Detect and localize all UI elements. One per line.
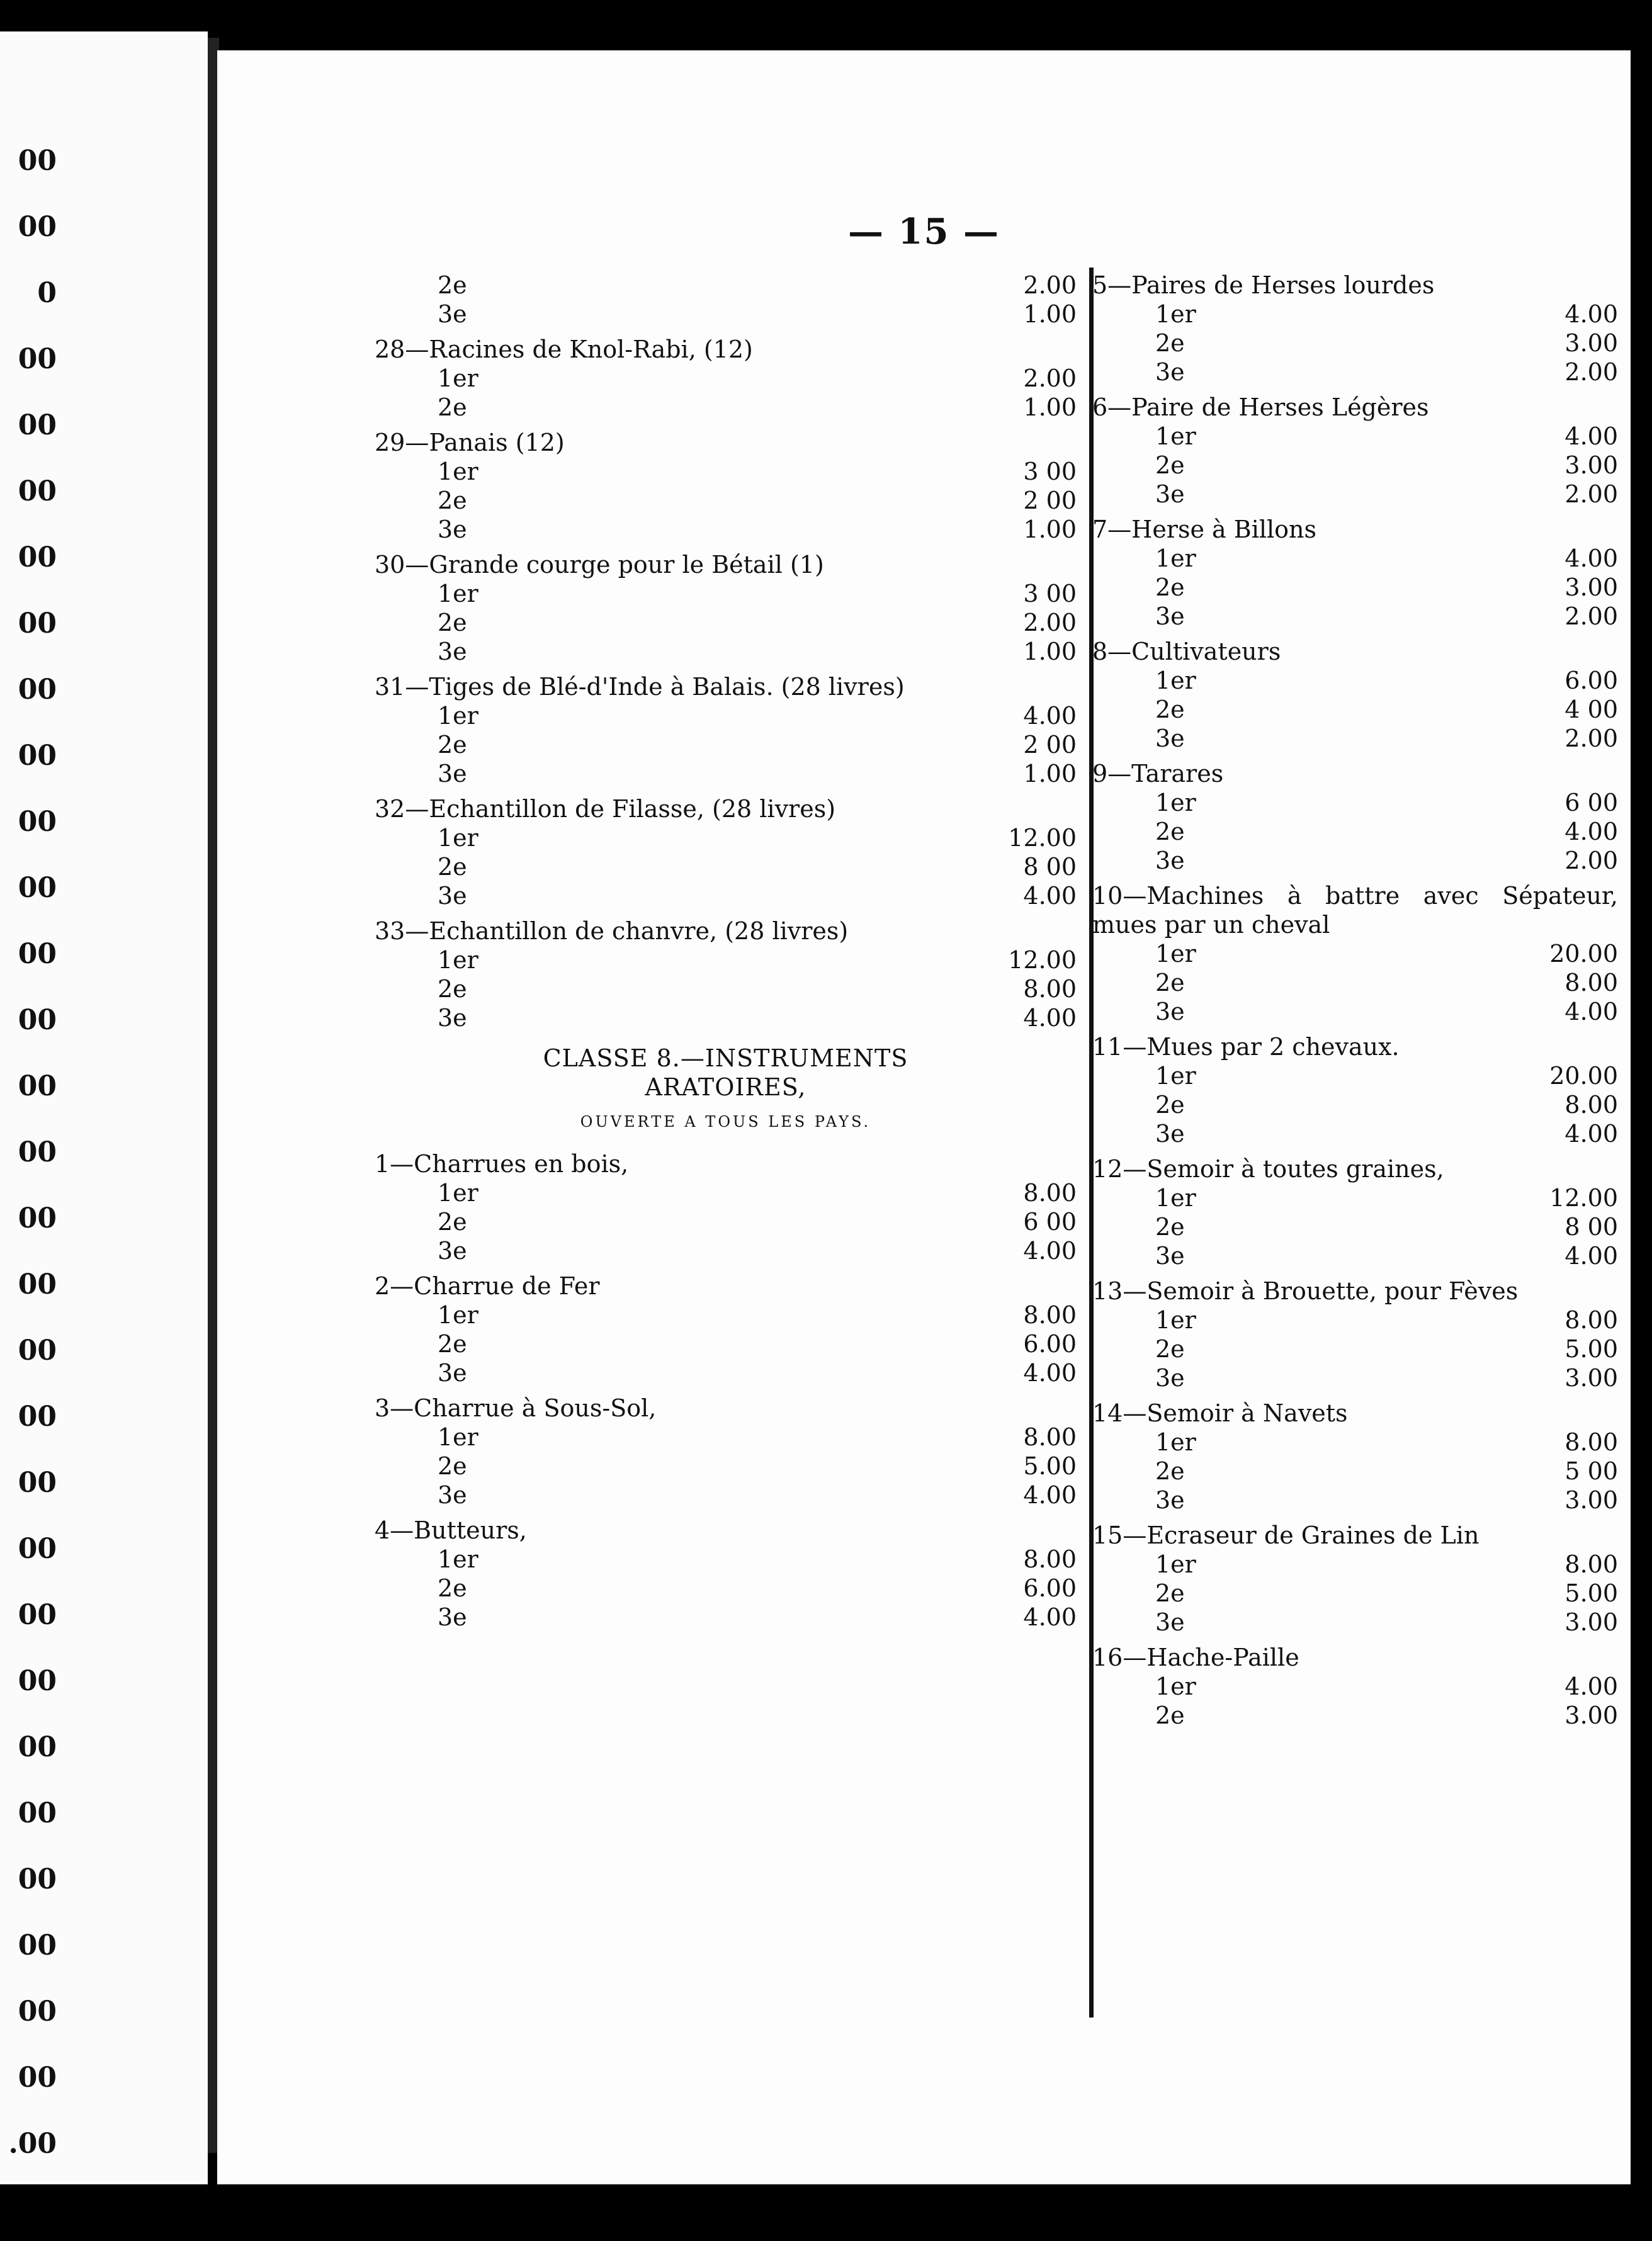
prize-place: 2e <box>438 731 467 759</box>
prize-amount: 3.00 <box>1564 1608 1618 1636</box>
edge-value: 00 <box>18 607 57 640</box>
prize-place: 3e <box>438 1359 467 1387</box>
edge-value: 00 <box>18 211 57 243</box>
prize-amount: 1.00 <box>1023 760 1077 787</box>
prize-place: 2e <box>438 853 467 881</box>
prize-amount: 8.00 <box>1564 1306 1618 1334</box>
prize-line <box>1092 300 1618 329</box>
prize-place: 2e <box>1155 696 1185 723</box>
prize-amount: 4.00 <box>1564 1120 1618 1148</box>
prize-place: 2e <box>1155 1335 1185 1363</box>
prize-place: 2e <box>438 1208 467 1236</box>
prize-place: 1er <box>1155 1062 1196 1090</box>
prize-line <box>1092 1608 1618 1637</box>
prize-line <box>1092 358 1618 387</box>
prize-place: 1er <box>438 946 478 974</box>
entry-heading: 7—Herse à Billons <box>1092 516 1317 543</box>
edge-value: 00 <box>18 1797 57 1829</box>
entry-heading: 2—Charrue de Fer <box>375 1272 600 1300</box>
prize-place: 3e <box>438 1004 467 1032</box>
edge-value: 00 <box>18 1401 57 1433</box>
prize-amount: 4 00 <box>1564 696 1618 723</box>
prize-place: 3e <box>1155 1486 1185 1514</box>
prize-amount: 4.00 <box>1023 1359 1077 1387</box>
prize-amount: 2.00 <box>1023 609 1077 636</box>
prize-amount: 12.00 <box>1008 824 1077 852</box>
entry-heading: 14—Semoir à Navets <box>1092 1399 1348 1427</box>
prize-amount: 2.00 <box>1023 271 1077 299</box>
prize-amount: 2.00 <box>1564 725 1618 752</box>
prize-amount: 6.00 <box>1564 667 1618 694</box>
prize-entry <box>1092 515 1618 631</box>
prize-place: 1er <box>438 824 478 852</box>
prize-place: 2e <box>438 393 467 421</box>
entry-heading: 11—Mues par 2 chevaux. <box>1092 1033 1400 1061</box>
edge-value: .00 <box>8 2128 57 2160</box>
edge-value: 00 <box>18 674 57 706</box>
prize-place: 3e <box>438 1603 467 1631</box>
prize-place: 2e <box>1155 329 1185 357</box>
prize-amount: 2.00 <box>1564 358 1618 386</box>
prize-entry <box>1092 759 1618 875</box>
prize-place: 3e <box>1155 725 1185 752</box>
edge-value: 00 <box>18 1995 57 2028</box>
prize-line <box>1092 1486 1618 1515</box>
prize-place: 3e <box>1155 1364 1185 1392</box>
prize-amount: 2.00 <box>1023 364 1077 392</box>
class-title-line: ARATOIRES, <box>645 1073 806 1101</box>
prize-amount: 8.00 <box>1023 975 1077 1003</box>
prize-entry <box>1092 1277 1618 1392</box>
class-title-line: CLASSE 8.—INSTRUMENTS <box>543 1044 908 1072</box>
prize-line <box>1092 422 1618 451</box>
previous-page-edge <box>0 31 208 2184</box>
prize-amount: 6 00 <box>1564 789 1618 816</box>
prize-place: 1er <box>1155 1673 1196 1700</box>
edge-value: 00 <box>18 409 57 441</box>
prize-amount: 4.00 <box>1564 818 1618 845</box>
prize-place: 1er <box>438 458 478 485</box>
prize-amount: 5.00 <box>1564 1579 1618 1607</box>
prize-amount: 2.00 <box>1564 480 1618 508</box>
prize-line <box>1092 1701 1618 1730</box>
entry-heading: 33—Echantillon de chanvre, (28 livres) <box>375 917 849 945</box>
prize-amount: 3 00 <box>1023 458 1077 485</box>
prize-amount: 3.00 <box>1564 451 1618 479</box>
prize-amount: 8.00 <box>1023 1423 1077 1451</box>
prize-place: 3e <box>438 1237 467 1265</box>
edge-value: 00 <box>18 1268 57 1301</box>
prize-place: 3e <box>1155 1120 1185 1148</box>
prize-place: 3e <box>438 638 467 665</box>
edge-value: 00 <box>18 475 57 507</box>
prize-line <box>1092 1241 1618 1270</box>
prize-place: 1er <box>1155 667 1196 694</box>
prize-place: 1er <box>1155 789 1196 816</box>
prize-amount: 8 00 <box>1023 853 1077 881</box>
prize-amount: 4.00 <box>1564 300 1618 328</box>
edge-value: 00 <box>18 1004 57 1036</box>
prize-place: 2e <box>438 975 467 1003</box>
prize-line <box>1092 1335 1618 1363</box>
prize-line <box>1092 1457 1618 1486</box>
prize-amount: 12.00 <box>1008 946 1077 974</box>
edge-value: 00 <box>18 343 57 375</box>
prize-place: 2e <box>1155 1702 1185 1729</box>
edge-value: 00 <box>18 740 57 772</box>
edge-value: 00 <box>18 1335 57 1367</box>
prize-amount: 3.00 <box>1564 573 1618 601</box>
prize-entry <box>1092 637 1618 753</box>
prize-amount: 3.00 <box>1564 1702 1618 1729</box>
class-subtitle: OUVERTE A TOUS LES PAYS. <box>580 1113 871 1131</box>
prize-line <box>1092 1550 1618 1579</box>
prize-line <box>1092 1428 1618 1457</box>
prize-entry <box>1092 1643 1618 1730</box>
prize-line <box>1092 1579 1618 1608</box>
edge-value: 00 <box>18 1202 57 1234</box>
prize-place: 3e <box>438 1481 467 1509</box>
prize-entry <box>1092 1154 1618 1270</box>
prize-amount: 8.00 <box>1023 1301 1077 1329</box>
prize-entry <box>1092 393 1618 509</box>
prize-line <box>1092 544 1618 573</box>
prize-place: 2e <box>438 487 467 514</box>
prize-place: 3e <box>1155 998 1185 1025</box>
page <box>217 50 1631 2184</box>
entry-heading: 31—Tiges de Blé-d'Inde à Balais. (28 livres) <box>375 673 905 701</box>
entry-heading: 10—Machines à battre avec Sépateur, mues par un cheval <box>1092 882 1618 939</box>
edge-value: 00 <box>18 1731 57 1763</box>
prize-line <box>1092 451 1618 480</box>
prize-line <box>1092 666 1618 695</box>
edge-value: 00 <box>18 1467 57 1499</box>
prize-place: 3e <box>1155 847 1185 874</box>
prize-place: 2e <box>438 1330 467 1358</box>
prize-place: 1er <box>438 1423 478 1451</box>
prize-place: 3e <box>1155 480 1185 508</box>
prize-amount: 4.00 <box>1023 1481 1077 1509</box>
prize-place: 2e <box>438 609 467 636</box>
prize-amount: 1.00 <box>1023 638 1077 665</box>
prize-line <box>1092 817 1618 846</box>
prize-place: 2e <box>1155 451 1185 479</box>
prize-place: 1er <box>1155 1550 1196 1578</box>
prize-amount: 4.00 <box>1564 422 1618 450</box>
prize-place: 1er <box>438 1545 478 1573</box>
entries-group <box>1092 271 1618 1730</box>
edge-value: 00 <box>18 1533 57 1565</box>
prize-place: 2e <box>1155 1091 1185 1119</box>
edge-value: 00 <box>18 1863 57 1895</box>
prize-place: 1er <box>438 702 478 730</box>
prize-amount: 4.00 <box>1564 545 1618 572</box>
entry-heading: 6—Paire de Herses Légères <box>1092 393 1429 421</box>
prize-line <box>1092 724 1618 753</box>
prize-place: 3e <box>438 882 467 910</box>
page-number: — 15 — <box>848 211 1000 252</box>
prize-place: 1er <box>1155 545 1196 572</box>
prize-amount: 8.00 <box>1023 1545 1077 1573</box>
prize-amount: 3 00 <box>1023 580 1077 607</box>
prize-place: 3e <box>438 516 467 543</box>
prize-place: 2e <box>1155 573 1185 601</box>
prize-amount: 6.00 <box>1023 1330 1077 1358</box>
edge-value: 00 <box>18 1929 57 1962</box>
prize-amount: 4.00 <box>1023 1237 1077 1265</box>
prize-place: 2e <box>438 271 467 299</box>
prize-line <box>1092 1306 1618 1335</box>
prize-place: 1er <box>438 1179 478 1207</box>
prize-place: 1er <box>1155 1184 1196 1212</box>
edge-value: 00 <box>18 806 57 838</box>
entry-heading: 8—Cultivateurs <box>1092 638 1281 665</box>
prize-amount: 4.00 <box>1023 1603 1077 1631</box>
prize-amount: 5 00 <box>1564 1457 1618 1485</box>
prize-amount: 2 00 <box>1023 487 1077 514</box>
prize-line <box>1092 939 1618 968</box>
prize-amount: 6 00 <box>1023 1208 1077 1236</box>
prize-place: 1er <box>438 580 478 607</box>
edge-value: 0 <box>37 277 57 309</box>
prize-entry <box>1092 1399 1618 1515</box>
prize-amount: 1.00 <box>1023 300 1077 328</box>
prize-amount: 8.00 <box>1564 1428 1618 1456</box>
prize-line <box>1092 846 1618 875</box>
entry-heading: 1—Charrues en bois, <box>375 1150 629 1178</box>
entry-heading: 16—Hache-Paille <box>1092 1644 1299 1671</box>
entry-heading: 12—Semoir à toutes graines, <box>1092 1155 1444 1183</box>
prize-place: 2e <box>1155 969 1185 996</box>
prize-place: 3e <box>438 760 467 787</box>
prize-line <box>1092 1183 1618 1212</box>
prize-amount: 3.00 <box>1564 1364 1618 1392</box>
prize-place: 3e <box>1155 602 1185 630</box>
prize-place: 1er <box>1155 1428 1196 1456</box>
prize-amount: 4.00 <box>1564 998 1618 1025</box>
prize-amount: 4.00 <box>1023 882 1077 910</box>
prize-place: 1er <box>438 364 478 392</box>
prize-amount: 4.00 <box>1023 1004 1077 1032</box>
prize-place: 2e <box>1155 1213 1185 1241</box>
prize-entry <box>1092 271 1618 387</box>
prize-place: 2e <box>1155 818 1185 845</box>
prize-amount: 6.00 <box>1023 1574 1077 1602</box>
prize-line <box>1092 1061 1618 1090</box>
prize-line <box>1092 1672 1618 1701</box>
prize-place: 2e <box>438 1452 467 1480</box>
prize-place: 2e <box>438 1574 467 1602</box>
prize-entry <box>1092 881 1618 1026</box>
prize-amount: 2 00 <box>1023 731 1077 759</box>
prize-amount: 8.00 <box>1564 1550 1618 1578</box>
prize-entry <box>1092 1521 1618 1637</box>
edge-value: 00 <box>18 938 57 970</box>
prize-line <box>1092 602 1618 631</box>
prize-line <box>1092 695 1618 724</box>
prize-amount: 8.00 <box>1023 1179 1077 1207</box>
edge-value: 00 <box>18 1665 57 1697</box>
entry-heading: 9—Tarares <box>1092 760 1224 787</box>
prize-amount: 12.00 <box>1549 1184 1618 1212</box>
prize-amount: 3.00 <box>1564 1486 1618 1514</box>
entry-heading: 5—Paires de Herses lourdes <box>1092 271 1435 299</box>
prize-place: 3e <box>1155 1242 1185 1270</box>
entry-heading: 4—Butteurs, <box>375 1516 527 1544</box>
edge-value: 00 <box>18 541 57 573</box>
entry-heading: 29—Panais (12) <box>375 429 565 456</box>
prize-line <box>1092 1090 1618 1119</box>
prize-place: 2e <box>1155 1579 1185 1607</box>
prize-amount: 2.00 <box>1564 847 1618 874</box>
prize-place: 1er <box>438 1301 478 1329</box>
prize-amount: 4.00 <box>1564 1242 1618 1270</box>
prize-amount: 3.00 <box>1564 329 1618 357</box>
prize-amount: 20.00 <box>1549 1062 1618 1090</box>
prize-line <box>1092 1363 1618 1392</box>
prize-place: 1er <box>1155 422 1196 450</box>
prize-amount: 8.00 <box>1564 1091 1618 1119</box>
prize-line <box>1092 1119 1618 1148</box>
prize-amount: 5.00 <box>1564 1335 1618 1363</box>
prize-amount: 20.00 <box>1549 940 1618 968</box>
prize-place: 1er <box>1155 940 1196 968</box>
prize-amount: 1.00 <box>1023 516 1077 543</box>
right-column <box>891 271 1618 1736</box>
prize-amount: 5.00 <box>1023 1452 1077 1480</box>
prize-amount: 8 00 <box>1564 1213 1618 1241</box>
prize-line <box>1092 480 1618 509</box>
prize-line <box>1092 1212 1618 1241</box>
prize-amount: 8.00 <box>1564 969 1618 996</box>
prize-amount: 2.00 <box>1564 602 1618 630</box>
prize-line <box>1092 329 1618 358</box>
prize-line <box>1092 968 1618 997</box>
edge-value: 00 <box>18 1599 57 1631</box>
prize-place: 2e <box>1155 1457 1185 1485</box>
prize-place: 3e <box>438 300 467 328</box>
entry-heading: 32—Echantillon de Filasse, (28 livres) <box>375 795 836 823</box>
prize-place: 3e <box>1155 1608 1185 1636</box>
prize-line <box>1092 788 1618 817</box>
entry-heading: 30—Grande courge pour le Bétail (1) <box>375 551 824 579</box>
prize-place: 1er <box>1155 300 1196 328</box>
prize-place: 3e <box>1155 358 1185 386</box>
prize-amount: 1.00 <box>1023 393 1077 421</box>
edge-value: 00 <box>18 1136 57 1168</box>
entry-heading: 3—Charrue à Sous-Sol, <box>375 1394 657 1422</box>
prize-entry <box>1092 1032 1618 1148</box>
edge-value: 00 <box>18 1070 57 1102</box>
prize-place: 1er <box>1155 1306 1196 1334</box>
entry-heading: 28—Racines de Knol-Rabi, (12) <box>375 336 753 363</box>
edge-value: 00 <box>18 145 57 177</box>
prize-amount: 4.00 <box>1564 1673 1618 1700</box>
entry-heading: 15—Ecraseur de Graines de Lin <box>1092 1521 1479 1549</box>
edge-value: 00 <box>18 872 57 904</box>
prize-amount: 4.00 <box>1023 702 1077 730</box>
edge-value: 00 <box>18 2062 57 2094</box>
prize-line <box>1092 573 1618 602</box>
prize-line <box>1092 997 1618 1026</box>
entry-heading: 13—Semoir à Brouette, pour Fèves <box>1092 1277 1519 1305</box>
